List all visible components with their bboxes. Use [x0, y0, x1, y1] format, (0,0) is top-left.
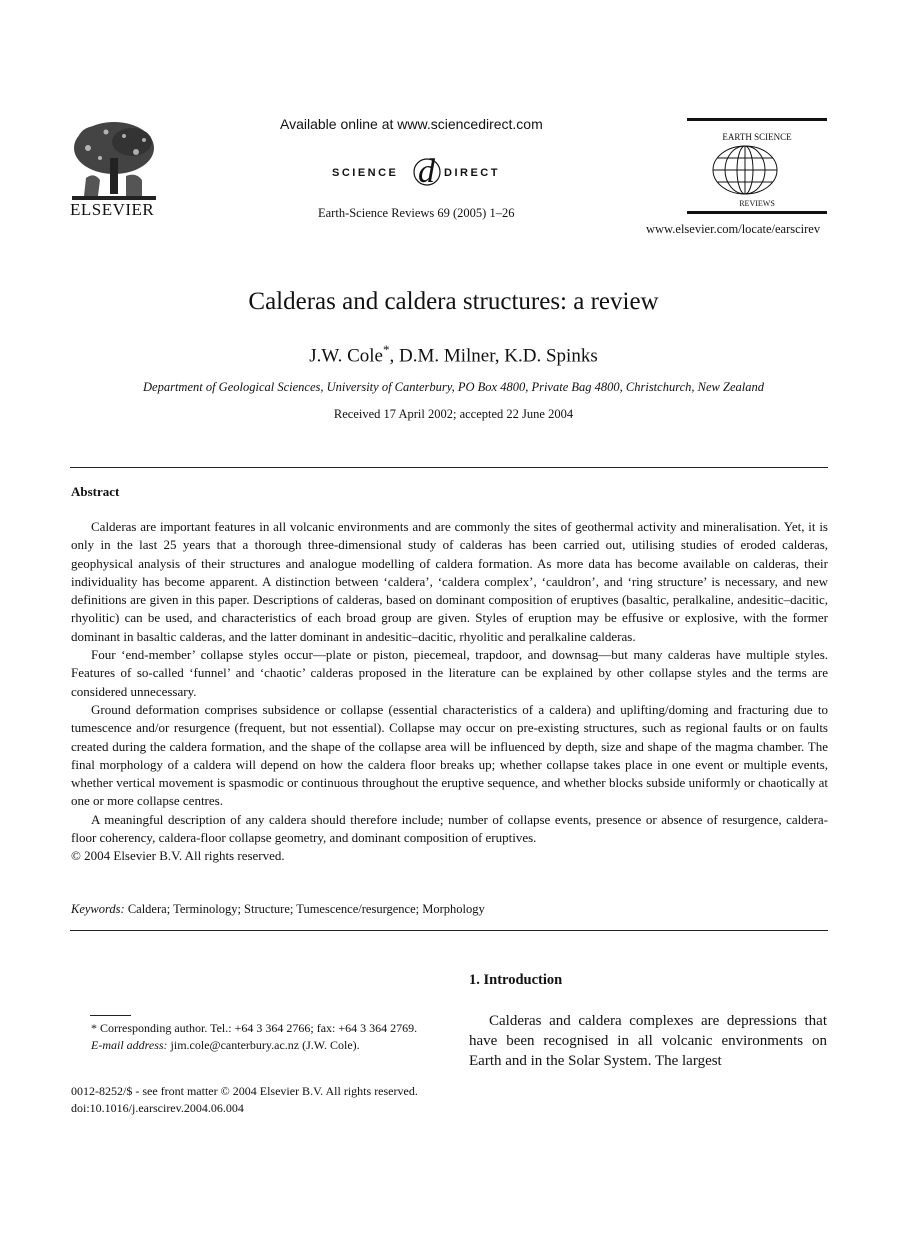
journal-url-link[interactable]: www.elsevier.com/locate/earscirev: [646, 222, 821, 236]
journal-logo-bottom-text: REVIEWS: [739, 199, 775, 208]
sd-right-text: DIRECT: [444, 167, 500, 179]
divider-bottom: [70, 930, 828, 931]
journal-reference: Earth-Science Reviews 69 (2005) 1–26: [318, 206, 515, 220]
sciencedirect-logo: [330, 148, 520, 192]
sciencedirect-d-icon: [330, 148, 520, 192]
publisher-name: ELSEVIER: [70, 200, 155, 219]
abstract-body: [71, 518, 828, 866]
corresponding-author-mark[interactable]: *: [382, 342, 390, 357]
abstract-paragraph: Four ‘end-member’ collapse styles occur—plate or piston, piecemeal, trapdoor, and downsag—but many calderas have multiple styles. Features of so-called ‘funnel’ and ‘chaotic’ calderas proposed in the literature can be explained by other collapse styles and the terms are considered unnecessary.: [71, 647, 828, 699]
keywords: [71, 902, 485, 917]
author-first: J.W. Cole: [309, 345, 383, 367]
sd-left-text: SCIENCE: [332, 167, 399, 179]
introduction-body: [469, 1011, 827, 1071]
front-matter-line: 0012-8252/$ - see front matter © 2004 Elsevier B.V. All rights reserved.: [71, 1084, 418, 1098]
author-list: [0, 342, 907, 367]
journal-logo: [687, 118, 827, 214]
corresponding-author-note: * Corresponding author. Tel.: +64 3 364 2766; fax: +64 3 364 2769.: [91, 1021, 418, 1035]
email-label: E-mail address:: [91, 1038, 168, 1052]
abstract-copyright: © 2004 Elsevier B.V. All rights reserved.: [71, 848, 285, 864]
introduction-paragraph: Calderas and caldera complexes are depressions that have been recognised in all volcanic environments on Earth and in the Solar System. The largest: [469, 1013, 827, 1069]
footnote-rule: [90, 1015, 131, 1016]
abstract-heading: Abstract: [71, 484, 120, 499]
affiliation: Department of Geological Sciences, University of Canterbury, PO Box 4800, Private Bag 4800, Christchurch, New Zealand: [143, 380, 764, 394]
keywords-text: Caldera; Terminology; Structure; Tumescence/resurgence; Morphology: [127, 902, 485, 916]
keywords-label: Keywords:: [71, 902, 125, 916]
footnote: [71, 1020, 431, 1054]
received-dates: Received 17 April 2002; accepted 22 June 2004: [333, 407, 574, 421]
divider-top: [70, 467, 828, 468]
abstract-paragraph: Ground deformation comprises subsidence or collapse (essential characteristics of a caldera) and uplifting/doming and fracturing due to tumescence and/or resurgence (frequent, but not essential). Collapse may occur on pre-existing structures, such as regional faults or on faults created during the caldera formation, and the shape of the collapse area will be influenced by depth, size and shape of the magma chamber. The final morphology of a caldera will depend on how the caldera floor breaks up; whether collapse takes place in one event or multiple events, whether vertical movement is spasmodic or continuous throughout the eruptive sequence, and whether blocks subside uniformly or chaotically at one or more collapse centres.: [71, 701, 828, 809]
author-rest: , D.M. Milner, K.D. Spinks: [389, 345, 598, 367]
journal-logo-top-text: EARTH SCIENCE: [722, 132, 792, 142]
doi-link[interactable]: doi:10.1016/j.earscirev.2004.06.004: [71, 1101, 244, 1115]
email-line: [71, 1037, 431, 1054]
abstract-paragraph: A meaningful description of any caldera should therefore include; number of collapse events, presence or absence of resurgence, caldera-floor coherency, caldera-floor collapse geometry, and dominant composition of eruptives.: [71, 811, 828, 846]
front-matter: [71, 1083, 418, 1117]
globe-icon: [713, 146, 777, 194]
svg-text:d: d: [418, 153, 435, 190]
available-online-text[interactable]: Available online at www.sciencedirect.com: [280, 116, 543, 132]
section-heading-introduction: 1. Introduction: [469, 972, 563, 988]
email-address[interactable]: jim.cole@canterbury.ac.nz (J.W. Cole).: [170, 1038, 360, 1052]
article-title: Calderas and caldera structures: a review: [248, 288, 659, 315]
abstract-paragraph: Calderas are important features in all volcanic environments and are commonly the sites of geothermal activity and mineralisation. Yet, it is only in the last 25 years that a thorough three-dimensional study of calderas has been carried out, utilising studies of eroded calderas, geophysical analysis of their structures and analogue modelling of caldera formation. As more data has become available on calderas, their individuality has become apparent. A distinction between ‘caldera’, ‘caldera complex’, ‘cauldron’, and ‘ring structure’ is necessary, and new definitions are given in this paper. Descriptions of calderas, based on dominant composition of eruptives (basaltic, peralkaline, andesitic–dacitic, rhyolitic) can be used, and characteristics of each broad group are given. Styles of eruption may be effusive or explosive, with the former dominant in basaltic calderas, and the latter dominant in andesitic–dacitic, rhyolitic and peralkaline calderas.: [71, 519, 828, 644]
